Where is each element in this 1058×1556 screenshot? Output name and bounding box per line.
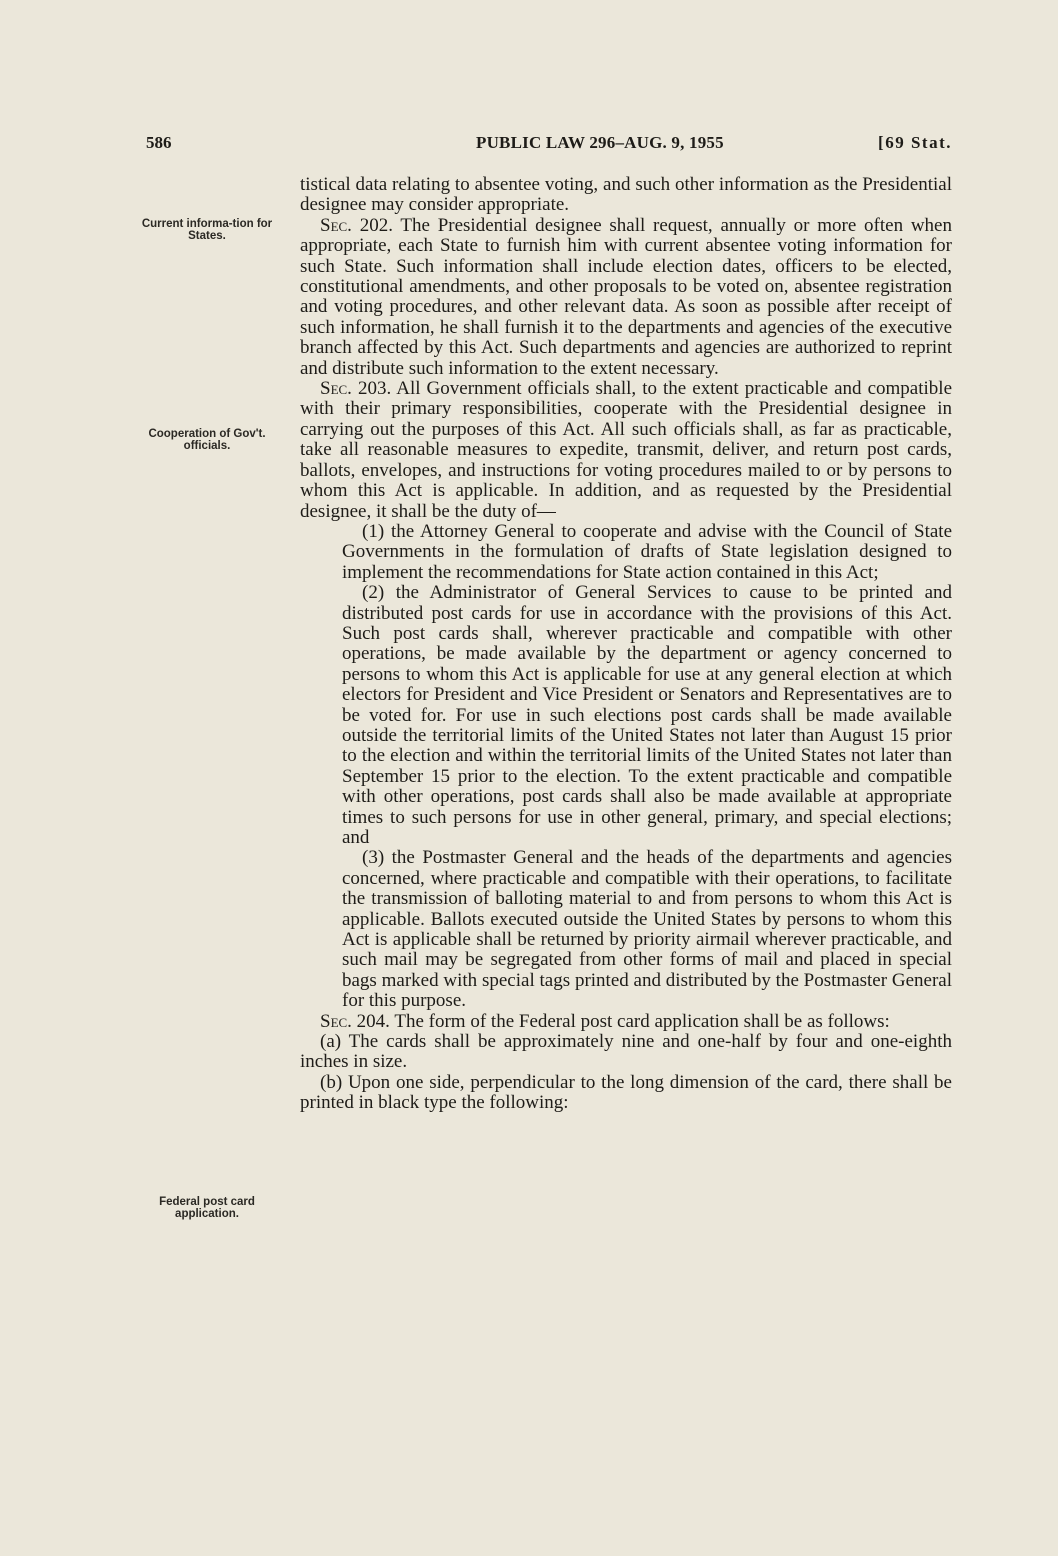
- running-title: PUBLIC LAW 296–AUG. 9, 1955: [476, 133, 724, 152]
- margin-note-federal-post-card: Federal post card application.: [159, 1196, 255, 1220]
- section-204: [300, 1012, 952, 1032]
- volume-reference: [69 Stat.: [878, 133, 952, 152]
- margin-note-current-information: Current informa-tion for States.: [141, 218, 273, 242]
- section-204-paragraph-b: (b) Upon one side, perpendicular to the long dimension of the card, there shall be printed in black type the following:: [300, 1071, 952, 1114]
- margin-note-cooperation: Cooperation of Gov't. officials.: [148, 428, 266, 452]
- section-202-text: The Presidential designee shall request, annually or more often when appropriate, each State to furnish him with current absentee voting information for such State. Such information shall include election dates, officers to be elected, constitutional amendments, and other proposals to be voted on, absentee registration and voting procedures, and other relevant data. As soon as possible after receipt of such information, he shall furnish it to the departments and agencies of the executive branch affected by this Act. Such departments and agencies are authorized to reprint and distribute such information to the extent necessary.: [300, 214, 952, 379]
- page-number: 586: [146, 133, 172, 152]
- section-204-label: Sec. 204.: [320, 1010, 390, 1032]
- section-203: [300, 379, 952, 522]
- section-204-paragraph-a: (a) The cards shall be approximately nine and one-half by four and one-eighth inches in size.: [300, 1031, 952, 1073]
- section-203-item-3: (3) the Postmaster General and the heads of the departments and agencies concerned, where practicable and compatible with their operations, to facilitate the transmission of balloting material to and from persons to whom this Act is applicable. Ballots executed outside the United States by persons to whom this Act is applicable shall be returned by priority airmail wherever practicable, and such mail may be segregated from other forms of mail and placed in special bags marked with special tags printed and distributed by the Postmaster General for this purpose.: [342, 847, 952, 1012]
- section-203-item-1: (1) the Attorney General to cooperate and advise with the Council of State Governments in the formulation of drafts of State legislation designed to implement the recommendations for State action contained in this Act;: [342, 520, 952, 583]
- section-202: [300, 216, 952, 379]
- section-203-label: Sec. 203.: [320, 378, 392, 400]
- paragraph-continued: tistical data relating to absentee voting, and such other information as the Presidential designee may consider appropriate.: [300, 174, 952, 216]
- page-header: [146, 133, 952, 159]
- body-text: [300, 175, 952, 1114]
- section-204-text: The form of the Federal post card application shall be as follows:: [394, 1010, 890, 1032]
- section-202-label: Sec. 202.: [320, 214, 393, 236]
- section-203-item-2: (2) the Administrator of General Services to cause to be printed and distributed post cards for use in accordance with the provisions of this Act. Such post cards shall, wherever practicable and compatible with other operations, be made available by the department or agency concerned to persons to whom this Act is applicable for use at any general election at which electors for President and Vice President or Senators and Representatives are to be voted for. For use in such elections post cards shall be made available outside the territorial limits of the United States not later than August 15 prior to the election and within the territorial limits of the United States not later than September 15 prior to the election. To the extent practicable and compatible with other operations, post cards shall also be made available at appropriate times to such persons for use in other general, primary, and special elections; and: [342, 582, 952, 848]
- section-203-text: All Government officials shall, to the extent practicable and compatible with their primary responsibilities, cooperate with the Presidential designee in carrying out the purposes of this Act. All such officials shall, as far as practicable, take all reasonable measures to expedite, transmit, deliver, and return post cards, ballots, envelopes, and instructions for voting procedures mailed to or by persons to whom this Act is applicable. In addition, and as requested by the Presidential designee, it shall be the duty of—: [300, 378, 953, 522]
